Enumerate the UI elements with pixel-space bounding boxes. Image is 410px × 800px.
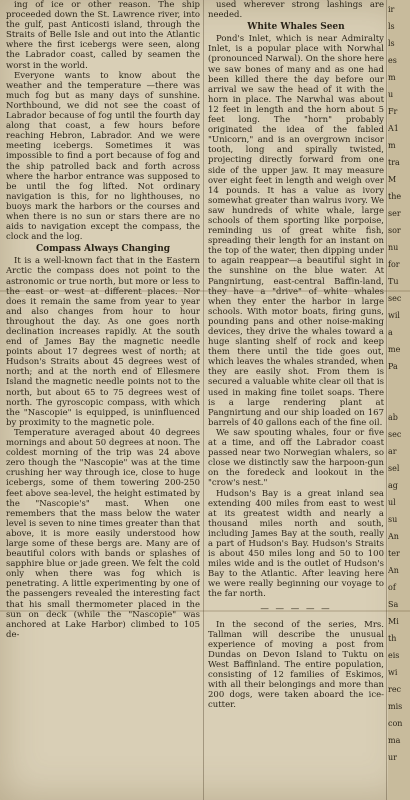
edge-fragment: wil xyxy=(388,311,400,320)
edge-fragment: ls xyxy=(388,39,395,48)
edge-fragment: of xyxy=(388,583,396,592)
edge-fragment: nu xyxy=(388,243,399,252)
left-column xyxy=(6,0,200,800)
edge-fragment: the xyxy=(388,192,402,201)
edge-fragment: ir xyxy=(388,5,395,14)
article-paragraph: used wherever strong lashings are needed. xyxy=(208,0,384,21)
edge-fragment: m xyxy=(388,73,396,82)
edge-fragment: con xyxy=(388,719,403,728)
edge-fragment: ul xyxy=(388,498,396,507)
edge-fragment xyxy=(388,378,410,389)
edge-fragment: Sa xyxy=(388,600,399,609)
edge-fragment: Mi xyxy=(388,617,399,626)
edge-fragment: Fr xyxy=(388,107,398,116)
edge-fragment: sec xyxy=(388,294,402,303)
edge-fragment: ur xyxy=(388,753,397,762)
article-paragraph: Hudson's Bay is a great inland sea extending 400 miles from east to west at its greatest width and nearly a thousand miles north and south, including James Bay at the south, really a part of Hudson's Bay. Hudson's Straits is about 450 miles long and 50 to 100 miles wide and is the outlet of Hudson's Bay to the Atlantic. After leaving here we were really beginning our voyage to the far north. xyxy=(208,488,384,600)
edge-fragment: sec xyxy=(388,430,402,439)
edge-fragment: An xyxy=(388,566,399,575)
edge-fragment: ter xyxy=(388,549,400,558)
edge-fragment: An xyxy=(388,532,399,541)
edge-fragment: Pa xyxy=(388,362,398,371)
edge-fragment: th xyxy=(388,634,397,643)
article-paragraph: It is a well-known fact that in the Eastern Arctic the compass does not point to the astronomic or true north, but more or less to the east or west at different places. Nor does it remain the same from year to year and also changes from hour to hour throughout the day. As one goes north declination increases rapidly. At the south end of James Bay the magnetic needle points about 17 degrees west of north; at Hudson's Straits about 45 degrees west of north; and at the north end of Ellesmere Island the magnetic needle points not to the north, but about 65 to 75 degrees west of north. The gyroscopic compass, with which the "Nascopie" is equipped, is uninfluenced by proximity to the magnetic pole. xyxy=(6,256,200,428)
article-paragraph: Temperature averaged about 40 degrees mornings and about 50 degrees at noon. The coldest morning of the trip was 24 above zero though the "Nascopie" was at the time crushing her way through ice, close to huge icebergs, some of them towering 200-250 feet above sea-level, the height estimated by the "Nascopie's" mast. When one remembers that the mass below the water level is seven to nine times greater than that above, it is more easily understood how large some of these bergs are. Many are of beautiful colors with bands or splashes of sapphire blue or jade green. We felt the cold only when there was fog which is penetrating. A little experimenting by one of the passengers revealed the interesting fact that his small thermometer placed in the sun on deck (while the "Nascopie" was anchored at Lake Harbor) climbed to 105 de- xyxy=(6,427,200,640)
section-heading: White Whales Seen xyxy=(247,22,345,33)
article-paragraph: ing of ice or other reason. The ship proceeded down the St. Lawrence river, into the gulf, past Anticosti island, through the Straits of Belle Isle and out into the Atlantic where the first icebergs were seen, along the Labrador coast, called by seamen the worst in the world. xyxy=(6,0,200,71)
edge-fragment: ar xyxy=(388,447,397,456)
edge-fragment: rec xyxy=(388,685,402,694)
edge-fragment: sel xyxy=(388,464,400,473)
section-heading: Compass Always Changing xyxy=(35,244,171,255)
adjacent-column-fragment xyxy=(388,0,410,800)
article-paragraph: Everyone wants to know about the weather and the temperature —there was much fog but as many days of sunshine. Northbound, we did not see the coast of Labrador because of fog until the fourth day along that coast, a few hours before reaching Hebron, Labrador. And we were meeting icebergs. Sometimes it was impossible to find a port because of fog and the ship patrolled back and forth across where the harbor entrance was supposed to be until the fog lifted. Not ordinary navigation is this, for no lighthouses, no buoys mark the harbors or the courses and when there is no sun or stars there are no aids to navigation except the compass, the clock and the log. xyxy=(6,70,200,243)
edge-fragment: M xyxy=(388,175,397,184)
column-rule xyxy=(203,0,204,800)
paper-crease xyxy=(0,290,410,292)
edge-fragment: ab xyxy=(388,413,398,422)
edge-fragment: ser xyxy=(388,209,401,218)
edge-fragment xyxy=(388,395,410,406)
article-paragraph: In the second of the series, Mrs. Tallman will describe the unusual experience of moving a post from Dundas on Devon Island to Tuktu on West Baffinland. The entire population, consisting of 12 families of Eskimos, with all their belongings and more than 200 dogs, were taken aboard the ice-cutter. xyxy=(208,619,384,711)
edge-fragment: ag xyxy=(388,481,398,490)
edge-fragment: su xyxy=(388,515,398,524)
edge-fragment: mis xyxy=(388,702,403,711)
column-rule xyxy=(386,0,387,800)
edge-fragment: Tu xyxy=(388,277,399,286)
edge-fragment: ls xyxy=(388,22,395,31)
paper-crease xyxy=(0,610,410,612)
edge-fragment: for xyxy=(388,260,400,269)
edge-fragment: es xyxy=(388,56,397,65)
edge-fragment: me xyxy=(388,345,401,354)
article-paragraph: Pond's Inlet, which is near Admiralty Inlet, is a popular place with Norwhal (pronounced Narwal). On the shore here we saw bones of many and as one had been killed there the day before our arrival we saw the head of it with the horn in place. The Narwhal was about 12 feet in length and the horn about 5 feet long. The "horn" probably originated the idea of the fabled "Unicorn," and is an overgrown incisor tooth, long and spirally twisted, projecting directly forward from one side of the upper jaw. It may measure over eight feet in length and weigh over 14 pounds. It has a value as ivory somewhat greater than walrus ivory. We saw hundreds of white whale, large schools of them sporting like porpoise, reminding us of great white fish, spreading their length for an instant on the top of the water, then dipping under to again reappear—a beautiful sight in the sunshine on the blue water. At Pangnirtung, east-central Baffin-land, they have a "drive" of white whales when they enter the harbor in large schools. With motor boats, firing guns, pounding pans and other noise-making devices, they drive the whales toward a huge slanting shelf of rock and keep them there until the tide goes out, which leaves the whales stranded, when they are easily shot. From them is secured a valuable white clear oil that is used in making fine toilet soaps. There is a large rendering plant at Pangnirtung and our ship loaded on 167 barrels of 40 gallons each of the fine oil. xyxy=(208,34,384,428)
edge-fragment: wi xyxy=(388,668,398,677)
section-separator: — — — — — xyxy=(260,603,332,614)
right-column xyxy=(208,0,384,760)
edge-fragment: A1 xyxy=(388,124,399,133)
article-paragraph: We saw spouting whales, four or five at a time, and off the Labrador coast passed near two Norwegian whalers, so close we distinctly saw the harpoon-gun on the foredeck and lookout in the "crow's nest." xyxy=(208,427,384,489)
edge-fragment: tra xyxy=(388,158,400,167)
edge-fragment: ma xyxy=(388,736,401,745)
edge-fragment: u xyxy=(388,90,394,99)
edge-fragment: eis xyxy=(388,651,400,660)
edge-fragment: m xyxy=(388,141,396,150)
edge-fragment: sor xyxy=(388,226,401,235)
edge-fragment: a xyxy=(388,328,393,337)
